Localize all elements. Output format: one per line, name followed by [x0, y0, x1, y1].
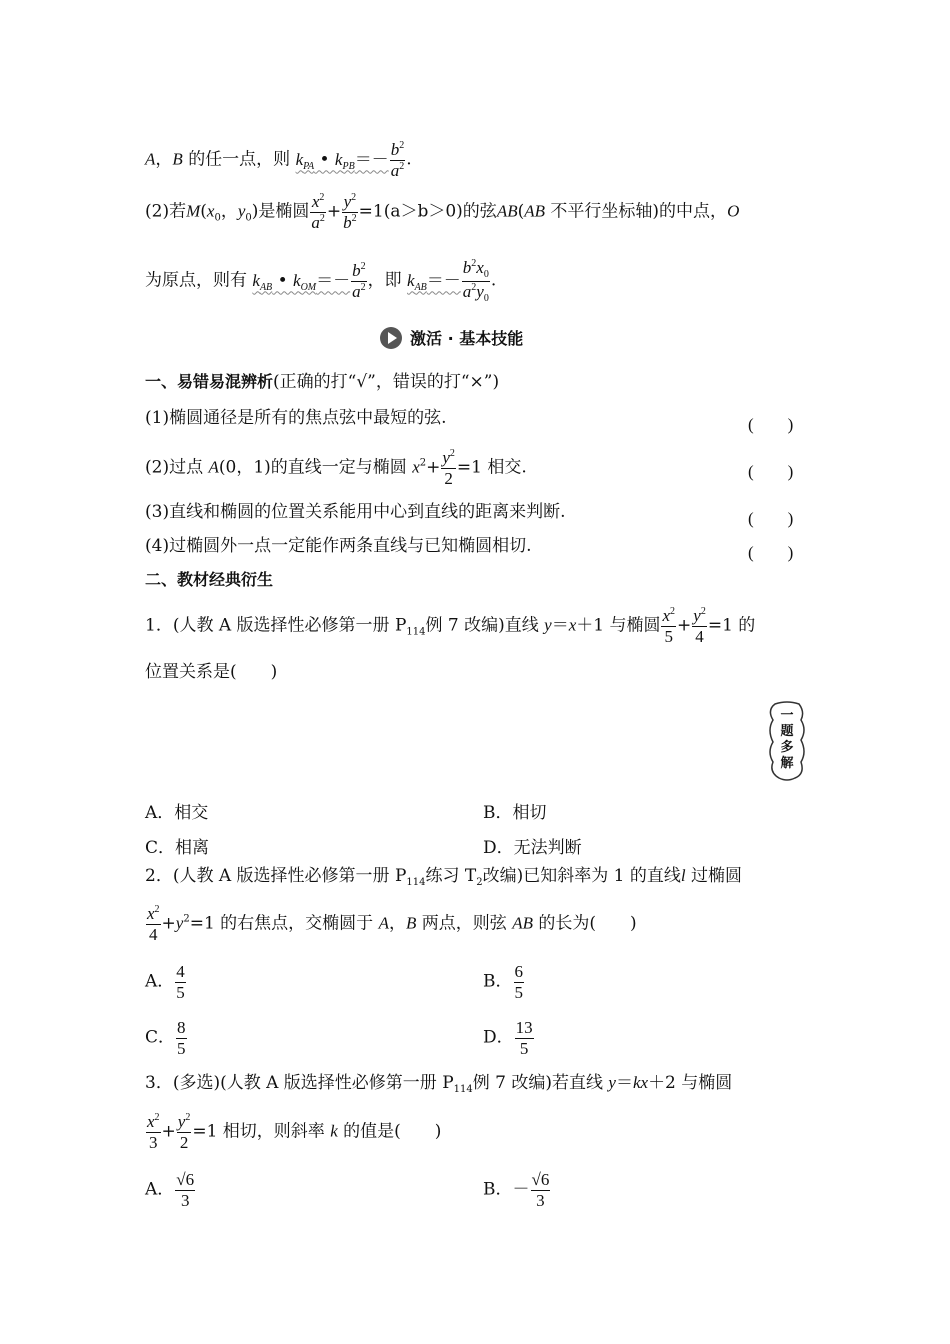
part1-item-2: (2)过点 A(0，1)的直线一定与椭圆 $x^2+$ $\frac{y^2}{2}$ =1 相交.: [145, 448, 527, 488]
q2-option-a[interactable]: A． $\frac{4}{5}$: [145, 962, 185, 1002]
q1-option-c[interactable]: C．相离: [145, 838, 210, 858]
question-1: 1．(人教 A 版选择性必修第一册 $P_{114}$例 7 改编)直线 y＝x＋1 与椭圆 $\frac{x^2}{5}$ + $\frac{y^2}{4}$ =1 的: [145, 606, 756, 646]
question-2: 2．(人教 A 版选择性必修第一册 $P_{114}$练习 $T_2$改编)已知斜率为 1 的直线l 过椭圆: [145, 866, 743, 888]
section-title: 激活 · 基本技能: [410, 329, 524, 348]
answer-paren-2[interactable]: ( ): [748, 462, 794, 481]
q3-option-b[interactable]: B．－ $\frac{√6}{3}$: [483, 1170, 550, 1210]
part1-heading: 一、易错易混辨析(正确的打“√”，错误的打“×”): [145, 372, 500, 392]
badge-char-1: 一: [780, 708, 794, 723]
intro-line-2: (2)若$M(x_0$，$y_0$)是椭圆 $\frac{x^2}{a^2}$ + $\frac{y^2}{b^2}$ =1(a＞b＞0)的弦AB(AB 不平行坐标轴)的中点，O: [145, 192, 740, 232]
q2-option-c[interactable]: C． $\frac{8}{5}$: [145, 1018, 186, 1058]
question-1-line-2: 位置关系是( ): [145, 662, 278, 682]
intro-line-3: 为原点，则有 $k_{AB}$ • $k_{OM}=-$ $\frac{b^2}{a^2}$ ，即 $k_{AB}=-$ $\frac{b^2x_0}{a^2y_0}$ .: [145, 258, 497, 304]
q2-option-b[interactable]: B． $\frac{6}{5}$: [483, 962, 523, 1002]
badge-char-2: 题: [780, 724, 794, 739]
q1-option-b[interactable]: B．相切: [483, 803, 547, 823]
question-3: 3．(多选)(人教 A 版选择性必修第一册 $P_{114}$例 7 改编)若直线 y＝kx＋2 与椭圆: [145, 1073, 733, 1095]
part1-item-3: (3)直线和椭圆的位置关系能用中心到直线的距离来判断.: [145, 502, 566, 522]
part1-item-1: (1)椭圆通径是所有的焦点弦中最短的弦.: [145, 408, 447, 428]
q1-option-d[interactable]: D．无法判断: [483, 838, 582, 858]
question-3-line-2: $\frac{x^2}{3}$ + $\frac{y^2}{2}$ =1 相切，则斜率 k 的值是( ): [147, 1112, 442, 1152]
question-2-line-2: $\frac{x^2}{4}$ $+y^2=1$ 的右焦点，交椭圆于 A，B 两点，则弦 AB 的长为( ): [147, 904, 637, 944]
section-heading: [380, 326, 523, 349]
answer-paren-1[interactable]: ( ): [748, 415, 794, 434]
q1-option-a[interactable]: A．相交: [145, 803, 209, 823]
part2-heading: 二、教材经典衍生: [145, 570, 274, 589]
one-question-many-solutions-badge: [765, 700, 809, 782]
badge-char-3: 多: [780, 740, 794, 755]
play-icon: [380, 327, 402, 349]
answer-paren-3[interactable]: ( ): [748, 509, 794, 528]
part1-item-4: (4)过椭圆外一点一定能作两条直线与已知椭圆相切.: [145, 536, 532, 556]
badge-char-4: 解: [780, 756, 794, 771]
q3-option-a[interactable]: A． $\frac{√6}{3}$: [145, 1170, 195, 1210]
answer-paren-4[interactable]: ( ): [748, 543, 794, 562]
q2-option-d[interactable]: D． $\frac{13}{5}$: [483, 1018, 533, 1058]
intro-line-1: A，B 的任一点，则 $k_{PA}$ • $k_{PB}=-$ $\frac{b^2}{a^2}$ .: [145, 140, 412, 180]
